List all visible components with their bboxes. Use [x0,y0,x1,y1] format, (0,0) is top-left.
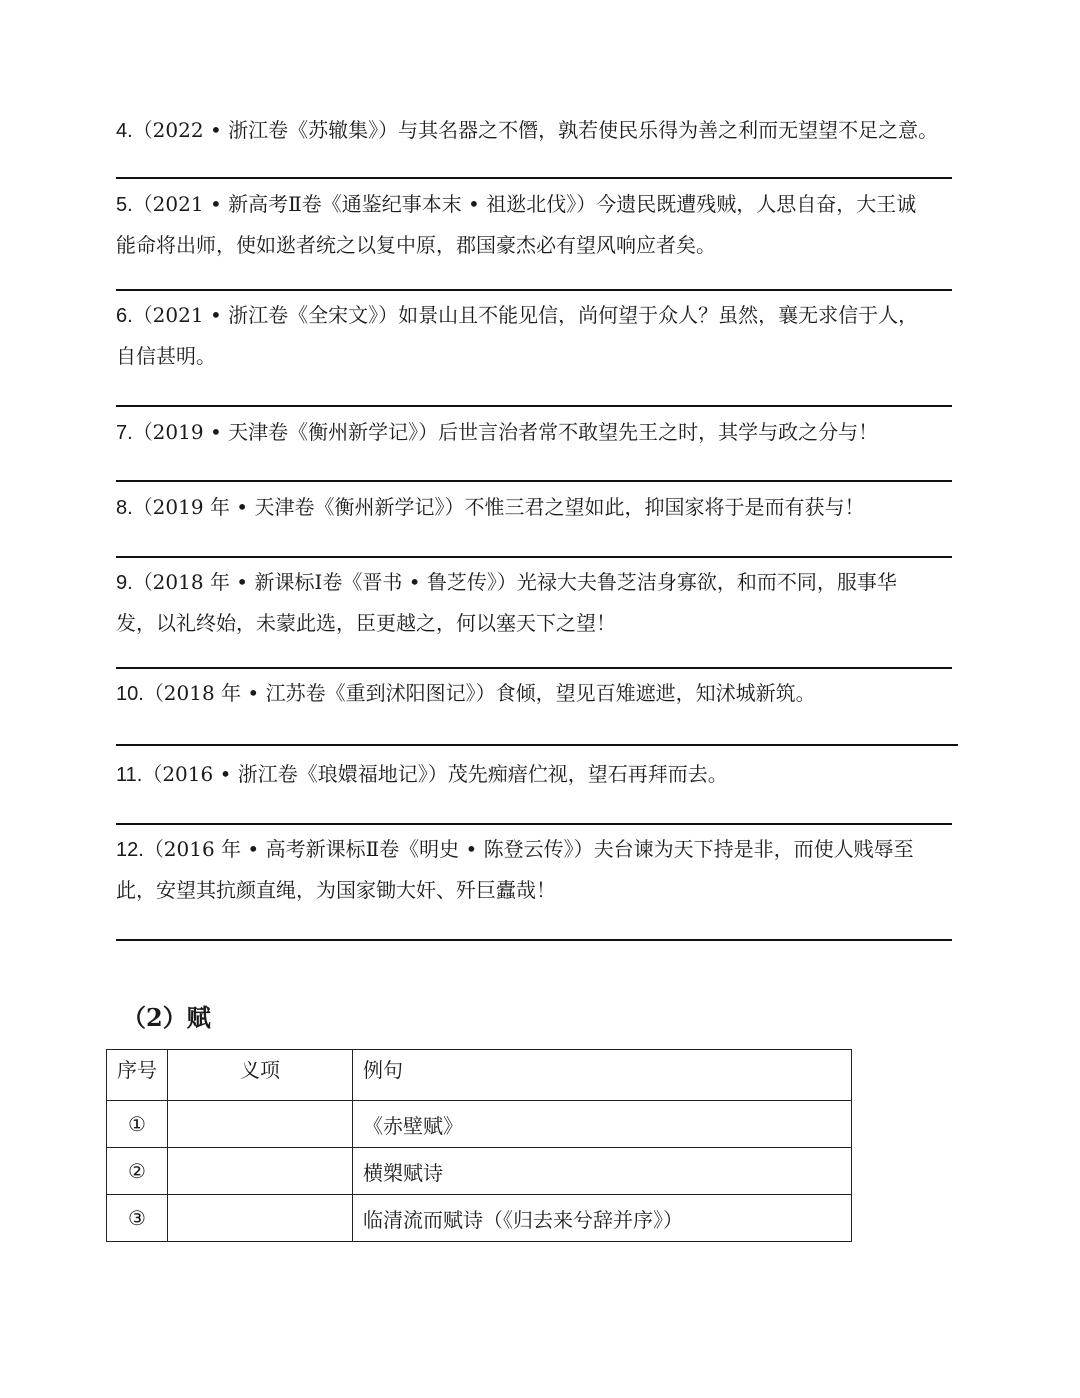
header-meaning: 义项 [168,1050,353,1101]
question-11 [116,754,976,795]
answer-line [116,823,952,825]
answer-line [116,405,952,407]
answer-line [116,480,952,482]
question-text-line: 能命将出师，使如逖者统之以复中原，郡国豪杰必有望风响应者矣。 [116,233,716,257]
question-6 [116,295,976,376]
question-source: （2021 • 新高考Ⅱ卷《通鉴纪事本末 • 祖逖北伐》） [132,192,597,216]
table-row [107,1195,852,1242]
row-index: ② [107,1148,168,1195]
row-meaning-cell[interactable] [168,1101,353,1148]
row-example: 横槊赋诗 [353,1148,852,1195]
question-number: 11. [116,764,143,786]
table-row [107,1148,852,1195]
question-5 [116,184,976,265]
question-7 [116,412,976,453]
question-number: 4. [116,120,133,142]
question-text-line: 不惟三君之望如此，抑国家将于是而有获与！ [464,495,865,519]
question-12 [116,829,976,910]
question-source: （2019 年 • 天津卷《衡州新学记》） [132,495,465,519]
question-text-line: 自信甚明。 [116,344,216,368]
question-text-line: 与其名器之不僭，孰若使民乐得为善之利而无望望不足之意。 [398,118,939,142]
row-meaning-cell[interactable] [168,1148,353,1195]
question-number: 10. [116,683,144,705]
answer-line [116,667,952,669]
question-number: 6. [116,305,133,327]
row-index: ③ [107,1195,168,1242]
header-example: 例句 [353,1050,852,1101]
question-text-line: 夫台谏为天下持是非，而使人贱辱至 [593,837,914,861]
table-header-row [107,1050,852,1101]
table-row [107,1101,852,1148]
row-example: 临清流而赋诗（《归去来兮辞并序》） [353,1195,852,1242]
question-source: （2018 年 • 新课标Ⅰ卷《晋书 • 鲁芝传》） [132,570,517,594]
question-number: 8. [116,497,133,519]
row-example: 《赤壁赋》 [353,1101,852,1148]
answer-line [116,744,958,746]
question-source: （2018 年 • 江苏卷《重到沭阳图记》） [143,681,496,705]
row-meaning-cell[interactable] [168,1195,353,1242]
section-title: （2）赋 [122,1003,211,1032]
answer-line [116,289,952,291]
header-index: 序号 [107,1050,168,1101]
question-number: 7. [116,422,133,444]
answer-line [116,177,952,179]
question-text-line: 光禄大夫鲁芝洁身寡欲，和而不同，服事华 [516,570,897,594]
question-text-line: 此，安望其抗颜直绳，为国家锄大奸、歼巨蠹哉！ [116,878,556,902]
question-source: （2022 • 浙江卷《苏辙集》） [132,118,399,142]
question-source: （2016 年 • 高考新课标Ⅱ卷《明史 • 陈登云传》） [143,837,594,861]
question-text-line: 茂先痴瘖伫视，望石再拜而去。 [447,762,728,786]
question-9 [116,562,976,643]
question-text-line: 发，以礼终始，未蒙此选，臣更越之，何以塞天下之望！ [116,611,616,635]
question-source: （2019 • 天津卷《衡州新学记》） [132,420,439,444]
meaning-table [106,1049,852,1242]
question-4 [116,110,976,151]
question-text-line: 今遗民既遭残贼，人思自奋，大王诚 [596,192,917,216]
question-source: （2016 • 浙江卷《琅嬛福地记》） [142,762,448,786]
question-source: （2021 • 浙江卷《全宋文》） [132,303,399,327]
question-number: 12. [116,839,144,861]
row-index: ① [107,1101,168,1148]
question-number: 5. [116,194,133,216]
question-text-line: 食倾，望见百雉遮迣，知沭城新筑。 [495,681,816,705]
answer-line [116,939,952,941]
question-number: 9. [116,572,133,594]
answer-line [116,556,952,558]
question-text-line: 如景山且不能见信，尚何望于众人？虽然，襄无求信于人， [398,303,919,327]
question-10 [116,673,976,714]
question-text-line: 后世言治者常不敢望先王之时，其学与政之分与！ [438,420,879,444]
question-8 [116,487,976,528]
